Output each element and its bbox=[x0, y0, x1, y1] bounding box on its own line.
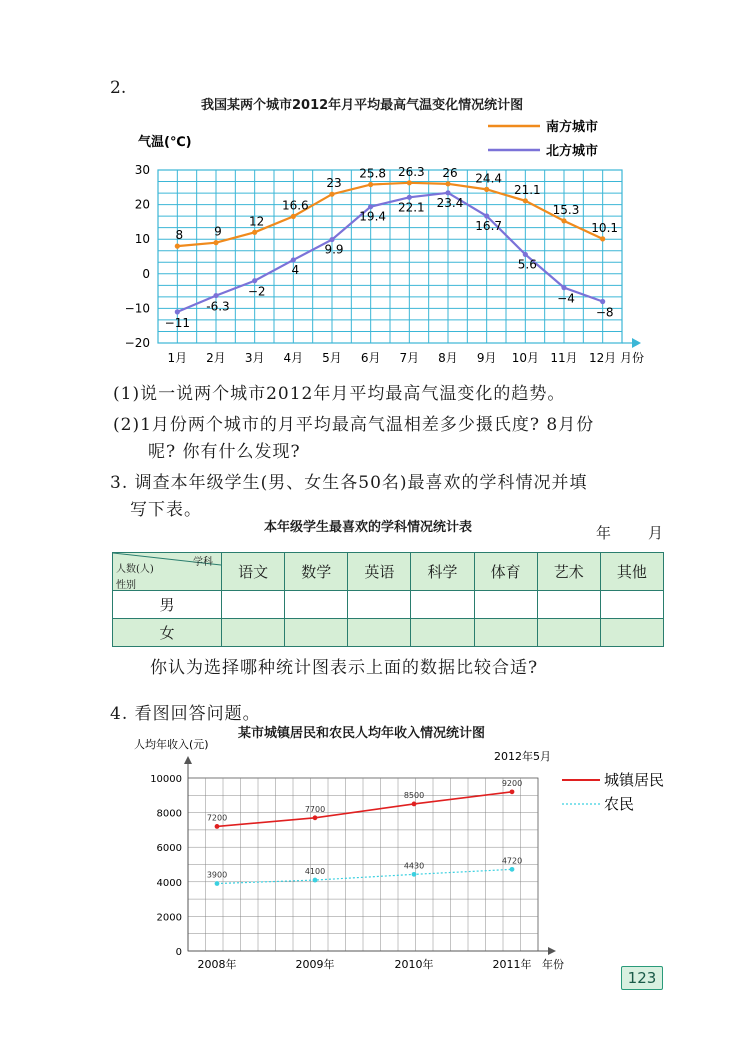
question-2-part-2-line-2: 呢? 你有什么发现? bbox=[148, 442, 301, 462]
x-tick-label: 2009年 bbox=[295, 958, 335, 971]
y-axis-label: 人均年收入(元) bbox=[134, 738, 209, 751]
legend-label: 北方城市 bbox=[546, 144, 599, 159]
cell-male-english[interactable] bbox=[348, 591, 411, 619]
data-point bbox=[215, 881, 220, 886]
data-label: 26.3 bbox=[397, 164, 425, 179]
x-tick-label: 3月 bbox=[244, 351, 265, 365]
data-point bbox=[213, 240, 218, 245]
table-month-label: 月 bbox=[648, 524, 664, 542]
data-label: 7700 bbox=[304, 804, 326, 814]
cell-male-art[interactable] bbox=[537, 591, 600, 619]
temperature-line-chart bbox=[100, 110, 700, 372]
table-row-female bbox=[113, 619, 664, 647]
data-label: 9.9 bbox=[324, 242, 344, 257]
data-point bbox=[407, 195, 412, 200]
x-tick-label: 2010年 bbox=[394, 958, 434, 971]
subject-header-pe: 体育 bbox=[474, 553, 537, 591]
data-label: 16.7 bbox=[475, 219, 503, 234]
data-point bbox=[329, 237, 334, 242]
y-tick-label: 0 bbox=[175, 947, 182, 958]
chart-subtitle: 2012年5月 bbox=[494, 750, 551, 763]
y-tick-label: 8000 bbox=[156, 808, 182, 820]
y-axis-arrow bbox=[184, 756, 192, 764]
data-label: −2 bbox=[247, 284, 266, 299]
data-label: 24.4 bbox=[475, 171, 503, 186]
question-3-line-2: 写下表。 bbox=[130, 500, 202, 520]
temperature-chart-title: 我国某两个城市2012年月平均最高气温变化情况统计图 bbox=[201, 98, 524, 113]
data-label: 21.1 bbox=[513, 182, 541, 197]
question-3-line-1: 3. 调查本年级学生(男、女生各50名)最喜欢的学科情况并填 bbox=[110, 473, 588, 493]
data-point bbox=[445, 181, 450, 186]
data-label: 23 bbox=[326, 176, 342, 191]
data-point bbox=[368, 182, 373, 187]
y-tick-label: −10 bbox=[124, 301, 150, 316]
x-tick-label: 12月 bbox=[589, 351, 617, 365]
row-label-female: 女 bbox=[113, 619, 222, 647]
cell-female-math[interactable] bbox=[285, 619, 348, 647]
data-label: −8 bbox=[595, 305, 614, 320]
legend-label: 农民 bbox=[604, 795, 635, 813]
data-label: 26 bbox=[442, 165, 458, 180]
subject-header-english: 英语 bbox=[348, 553, 411, 591]
data-label: 22.1 bbox=[397, 200, 425, 215]
question-2-number: 2. bbox=[110, 78, 127, 98]
cell-male-math[interactable] bbox=[285, 591, 348, 619]
data-point bbox=[445, 190, 450, 195]
data-point bbox=[313, 815, 318, 820]
page-number: 123 bbox=[621, 966, 663, 990]
data-point bbox=[510, 867, 515, 872]
data-point bbox=[561, 285, 566, 290]
y-tick-label: 0 bbox=[142, 266, 150, 281]
y-tick-label: 30 bbox=[134, 163, 150, 177]
question-2-part-2-line-1: (2)1月份两个城市的月平均最高气温相差多少摄氏度? 8月份 bbox=[113, 415, 595, 435]
data-label: 10.1 bbox=[591, 220, 619, 235]
data-label: 4 bbox=[291, 262, 300, 277]
question-2-part-1: (1)说一说两个城市2012年月平均最高气温变化的趋势。 bbox=[113, 384, 566, 404]
data-point bbox=[484, 213, 489, 218]
data-label: 9 bbox=[214, 224, 222, 239]
x-tick-label: 4月 bbox=[283, 351, 304, 365]
data-point bbox=[329, 192, 334, 197]
x-axis-label: 月份 bbox=[620, 351, 645, 365]
data-point bbox=[484, 187, 489, 192]
data-point bbox=[313, 878, 318, 883]
subject-header-art: 艺术 bbox=[537, 553, 600, 591]
y-tick-label: 4000 bbox=[156, 877, 182, 889]
table-year-label: 年 bbox=[596, 524, 612, 542]
data-label: 3900 bbox=[206, 870, 228, 880]
legend-label: 城镇居民 bbox=[604, 771, 665, 789]
x-tick-label: 9月 bbox=[476, 351, 497, 365]
data-point bbox=[252, 230, 257, 235]
x-tick-label: 8月 bbox=[438, 351, 458, 365]
data-point bbox=[412, 872, 417, 877]
data-point bbox=[600, 236, 605, 241]
data-label: 16.6 bbox=[281, 198, 309, 213]
cell-female-pe[interactable] bbox=[474, 619, 537, 647]
data-point bbox=[368, 204, 373, 209]
data-label: −4 bbox=[557, 291, 575, 306]
data-label: 4720 bbox=[501, 856, 523, 866]
cell-male-chinese[interactable] bbox=[222, 591, 285, 619]
x-tick-label: 11月 bbox=[550, 351, 578, 365]
diag-label-subject: 学科 bbox=[193, 557, 213, 568]
subject-header-science: 科学 bbox=[411, 553, 474, 591]
cell-female-science[interactable] bbox=[411, 619, 474, 647]
question-4-line-1: 4. 看图回答问题。 bbox=[110, 704, 261, 724]
x-axis-arrow bbox=[632, 338, 641, 348]
x-tick-label: 2011年 bbox=[492, 958, 532, 971]
data-label: 8 bbox=[175, 228, 184, 243]
data-point bbox=[175, 244, 180, 249]
data-point bbox=[252, 278, 257, 283]
question-3-follow-up: 你认为选择哪种统计图表示上面的数据比较合适? bbox=[150, 658, 539, 678]
cell-male-other[interactable] bbox=[600, 591, 663, 619]
subject-header-math: 数学 bbox=[285, 553, 348, 591]
data-label: 23.4 bbox=[436, 195, 464, 210]
table-row-male bbox=[113, 591, 664, 619]
data-label: 9200 bbox=[501, 778, 523, 788]
y-tick-label: 6000 bbox=[156, 843, 182, 855]
data-label: 7200 bbox=[206, 813, 228, 823]
data-point bbox=[523, 198, 528, 203]
data-point bbox=[291, 214, 296, 219]
data-point bbox=[412, 802, 417, 807]
diagonal-header-cell bbox=[113, 553, 222, 591]
data-label: -6.3 bbox=[206, 299, 230, 314]
data-point bbox=[523, 252, 528, 257]
data-label: 15.3 bbox=[552, 202, 580, 217]
cell-female-chinese[interactable] bbox=[222, 619, 285, 647]
data-point bbox=[291, 257, 296, 262]
diag-label-gender: 性别 bbox=[116, 580, 136, 591]
cell-female-other[interactable] bbox=[600, 619, 663, 647]
data-point bbox=[175, 309, 180, 314]
y-tick-label: 2000 bbox=[156, 912, 182, 924]
data-label: 5.6 bbox=[517, 257, 537, 272]
subject-header-other: 其他 bbox=[600, 553, 663, 591]
data-label: −11 bbox=[164, 315, 190, 330]
cell-female-english[interactable] bbox=[348, 619, 411, 647]
data-label: 25.8 bbox=[359, 166, 387, 181]
y-axis-label: 气温(℃) bbox=[138, 135, 192, 150]
x-tick-label: 1月 bbox=[167, 351, 188, 365]
diag-label-count: 人数(人) bbox=[116, 564, 154, 575]
x-axis-arrow bbox=[548, 947, 556, 955]
data-point bbox=[407, 180, 412, 185]
y-tick-label: 10000 bbox=[150, 774, 182, 785]
y-tick-label: 20 bbox=[134, 197, 150, 212]
income-line-chart bbox=[120, 738, 680, 976]
cell-male-pe[interactable] bbox=[474, 591, 537, 619]
cell-female-art[interactable] bbox=[537, 619, 600, 647]
data-point bbox=[510, 789, 515, 794]
data-point bbox=[215, 824, 220, 829]
data-label: 8500 bbox=[403, 790, 425, 800]
subject-header-chinese: 语文 bbox=[222, 553, 285, 591]
x-tick-label: 10月 bbox=[511, 351, 539, 365]
x-axis-label: 年份 bbox=[542, 958, 564, 971]
x-tick-label: 2月 bbox=[206, 351, 226, 365]
table-header-row bbox=[113, 553, 664, 591]
x-tick-label: 6月 bbox=[360, 351, 381, 365]
x-tick-label: 2008年 bbox=[197, 958, 237, 971]
data-label: 4430 bbox=[403, 861, 425, 871]
y-tick-label: −20 bbox=[124, 336, 150, 350]
data-point bbox=[561, 218, 566, 223]
data-label: 19.4 bbox=[359, 209, 387, 224]
y-tick-label: 10 bbox=[134, 232, 150, 247]
cell-male-science[interactable] bbox=[411, 591, 474, 619]
data-point bbox=[600, 299, 605, 304]
x-tick-label: 5月 bbox=[322, 351, 342, 365]
survey-table-title: 本年级学生最喜欢的学科情况统计表 bbox=[264, 520, 473, 535]
data-label: 4100 bbox=[304, 867, 326, 877]
row-label-male: 男 bbox=[113, 591, 222, 619]
data-point bbox=[213, 293, 218, 298]
legend-label: 南方城市 bbox=[546, 120, 599, 135]
x-tick-label: 7月 bbox=[399, 351, 420, 365]
survey-table bbox=[112, 552, 664, 647]
data-label: 12 bbox=[249, 214, 265, 229]
income-chart-title: 某市城镇居民和农民人均年收入情况统计图 bbox=[238, 726, 486, 741]
